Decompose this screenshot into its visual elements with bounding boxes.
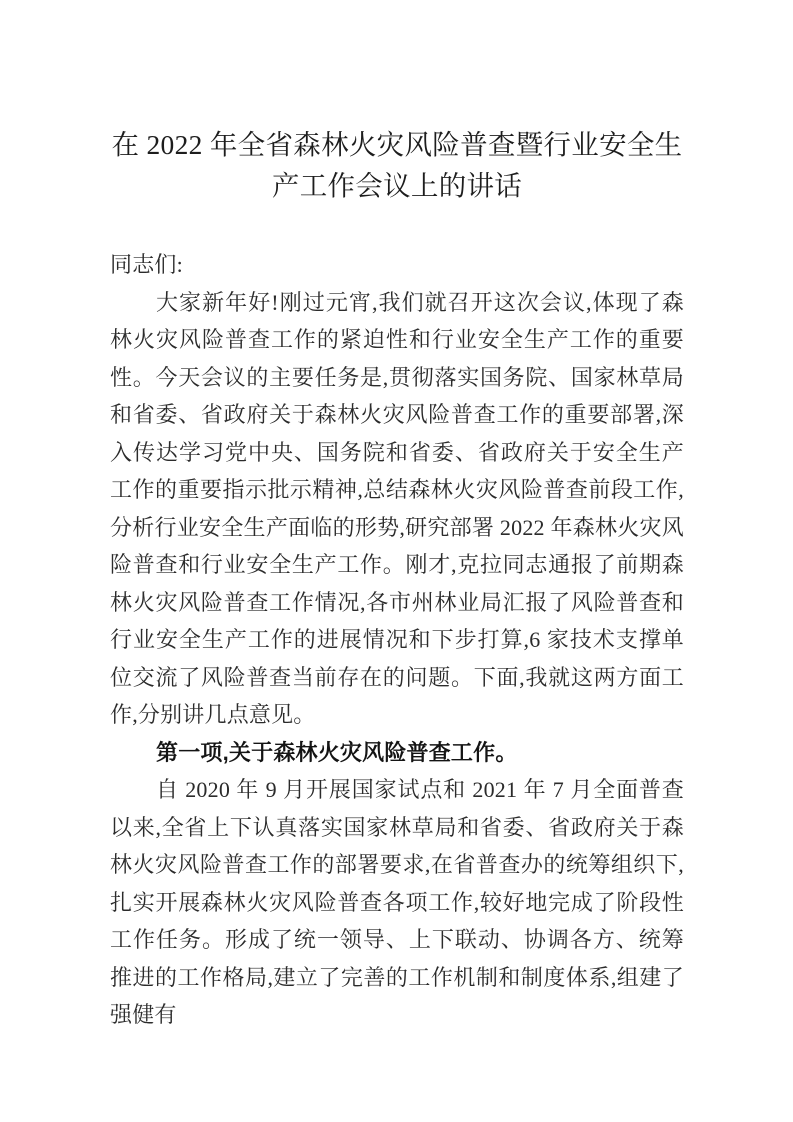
body-paragraph-1: 大家新年好!刚过元宵,我们就召开这次会议,体现了森林火灾风险普查工作的紧迫性和行业安全生产工作的重要性。今天会议的主要任务是,贯彻落实国务院、国家林草局和省委、省政府关于森林火灾风险普查工作的重要部署,深入传达学习党中央、国务院和省委、省政府关于安全生产工作的重要指示批示精神,总结森林火灾风险普查前段工作,分析行业安全生产面临的形势,研究部署 2022 年森林火灾风险普查和行业安全生产工作。刚才,克拉同志通报了前期森林火灾风险普查工作情况,各市州林业局汇报了风险普查和行业安全生产工作的进展情况和下步打算,6 家技术支撑单位交流了风险普查当前存在的问题。下面,我就这两方面工作,分别讲几点意见。 <box>110 289 684 727</box>
page-title: 在 2022 年全省森林火灾风险普查暨行业安全生产工作会议上的讲话 <box>111 129 683 201</box>
body-paragraph-2: 自 2020 年 9 月开展国家试点和 2021 年 7 月全面普查以来,全省上下认真落实国家林草局和省委、省政府关于森林火灾风险普查工作的部署要求,在省普查办的统筹组织下,扎实开展森林火灾风险普查各项工作,较好地完成了阶段性工作任务。形成了统一领导、上下联动、协调各方、统筹推进的工作格局,建立了完善的工作机制和制度体系,组建了强健有 <box>110 777 684 1027</box>
section-heading-1: 第一项,关于森林火灾风险普查工作。 <box>156 739 518 765</box>
salutation: 同志们: <box>110 252 183 277</box>
document-text-column <box>110 0 684 1034</box>
